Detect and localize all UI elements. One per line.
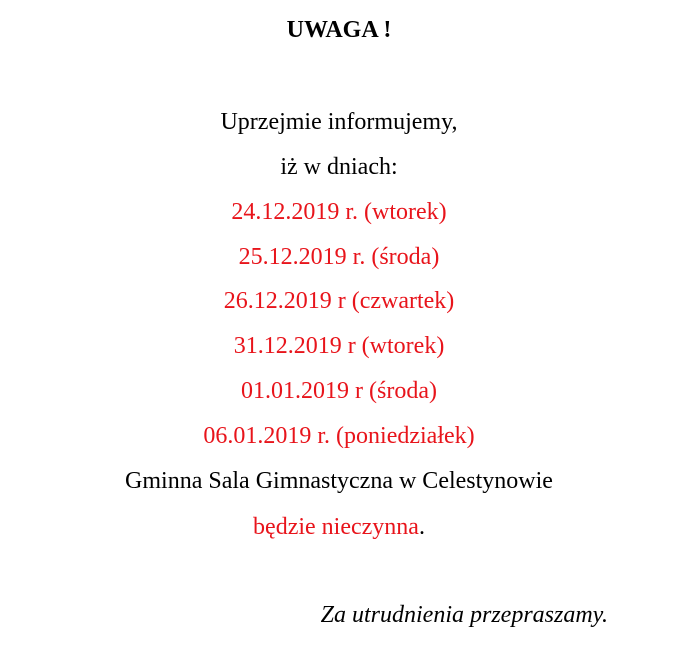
date-line: 26.12.2019 r (czwartek) (223, 288, 455, 314)
apology-line: Za utrudnienia przepraszamy. (320, 602, 608, 628)
intro-line-1: Uprzejmie informujemy, (220, 109, 458, 135)
date-line: 06.01.2019 r. (poniedziałek) (203, 423, 475, 449)
notice-title: UWAGA ! (286, 17, 392, 43)
closure-status-line (0, 512, 678, 542)
date-line: 31.12.2019 r (wtorek) (233, 333, 445, 359)
closure-status-period: . (418, 514, 425, 540)
date-line: 25.12.2019 r. (środa) (238, 244, 440, 270)
date-line: 01.01.2019 r (środa) (241, 378, 437, 404)
date-line: 24.12.2019 r. (wtorek) (231, 199, 447, 225)
facility-name: Gminna Sala Gimnastyczna w Celestynowie (125, 468, 553, 494)
closure-status: będzie nieczynna (253, 514, 419, 540)
intro-line-2: iż w dniach: (280, 154, 398, 180)
